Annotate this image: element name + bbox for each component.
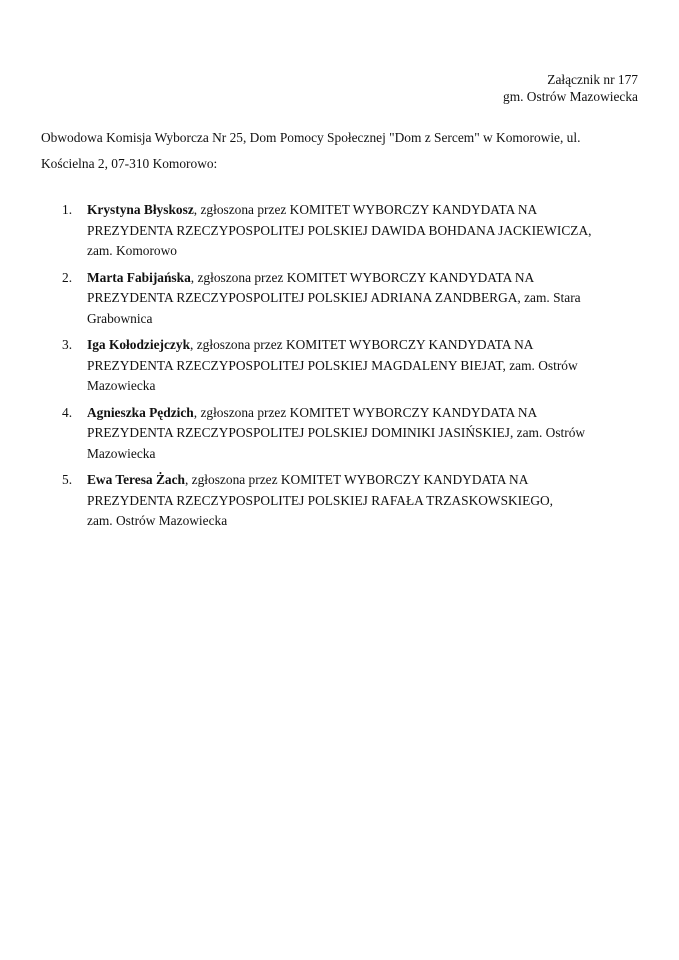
item-number: 1. xyxy=(62,202,73,217)
item-number: 3. xyxy=(62,337,73,352)
item-number: 5. xyxy=(62,472,73,487)
item-number: 2. xyxy=(62,269,73,285)
member-nomination: , zgłoszona przez KOMITET WYBORCZY KANDYDATA NA xyxy=(190,337,534,352)
member-residence: zam. Komorowo xyxy=(87,243,177,258)
member-committee: PREZYDENTA RZECZYPOSPOLITEJ POLSKIEJ ADRIANA ZANDBERGA, zam. Stara xyxy=(87,290,581,305)
item-text xyxy=(87,470,627,532)
member-committee: PREZYDENTA RZECZYPOSPOLITEJ POLSKIEJ DOMINIKI JASIŃSKIEJ, zam. Ostrów xyxy=(87,425,586,440)
item-text xyxy=(87,335,627,397)
list-item xyxy=(0,200,679,262)
member-residence: Mazowiecka xyxy=(87,378,156,393)
item-text xyxy=(87,268,627,330)
member-name: Marta Fabijańska xyxy=(87,269,191,285)
member-residence: Grabownica xyxy=(87,310,153,326)
document-header xyxy=(503,71,638,105)
member-committee: PREZYDENTA RZECZYPOSPOLITEJ POLSKIEJ DAWIDA BOHDANA JACKIEWICZA, xyxy=(87,222,592,238)
item-number: 4. xyxy=(62,404,73,420)
list-item xyxy=(0,268,679,330)
list-item xyxy=(0,470,679,532)
member-name: Agnieszka Pędzich xyxy=(87,404,194,420)
member-nomination: , zgłoszona przez KOMITET WYBORCZY KANDYDATA NA xyxy=(193,202,538,217)
attachment-number: Załącznik nr 177 xyxy=(547,72,638,87)
member-residence: zam. Ostrów Mazowiecka xyxy=(87,513,228,528)
member-name: Iga Kołodziejczyk xyxy=(87,337,191,352)
member-name: Krystyna Błyskosz xyxy=(87,202,194,217)
commission-line-1: Obwodowa Komisja Wyborcza Nr 25, Dom Pomocy Społecznej "Dom z Sercem" w Komorowie, ul. xyxy=(41,130,581,145)
member-committee: PREZYDENTA RZECZYPOSPOLITEJ POLSKIEJ MAGDALENY BIEJAT, zam. Ostrów xyxy=(87,357,578,373)
member-residence: Mazowiecka xyxy=(87,445,156,461)
commission-description xyxy=(41,125,631,177)
commission-line-2: Kościelna 2, 07-310 Komorowo: xyxy=(41,156,218,171)
list-item xyxy=(0,335,679,397)
member-nomination: , zgłoszona przez KOMITET WYBORCZY KANDYDATA NA xyxy=(184,472,529,487)
member-committee: PREZYDENTA RZECZYPOSPOLITEJ POLSKIEJ RAFAŁA TRZASKOWSKIEGO, xyxy=(87,492,554,508)
item-text xyxy=(87,403,627,465)
municipality-name: gm. Ostrów Mazowiecka xyxy=(503,89,638,104)
list-item xyxy=(0,403,679,465)
member-nomination: , zgłoszona przez KOMITET WYBORCZY KANDYDATA NA xyxy=(190,269,535,285)
item-text xyxy=(87,200,627,262)
members-list xyxy=(0,200,679,538)
member-name: Ewa Teresa Żach xyxy=(87,472,185,487)
member-nomination: , zgłoszona przez KOMITET WYBORCZY KANDYDATA NA xyxy=(193,404,538,420)
